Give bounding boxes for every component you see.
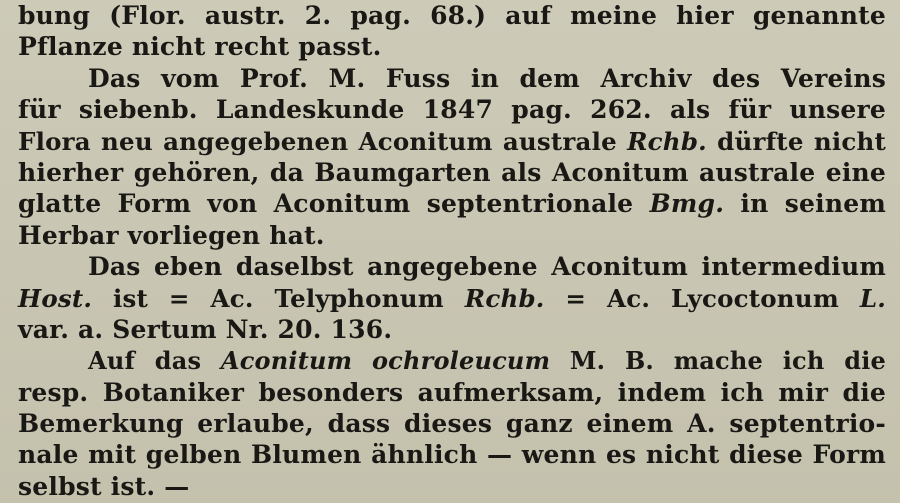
paragraph [18, 251, 886, 345]
text-segment: var. a. Sertum Nr. 20. 136. [18, 314, 393, 344]
italic-segment: Bmg. [649, 189, 725, 219]
text-segment: = Ac. Lycoctonum [544, 283, 860, 313]
paragraph [18, 63, 886, 251]
text-line [18, 283, 886, 314]
text-line [18, 63, 886, 94]
italic-segment: Rchb. [464, 283, 545, 313]
text-line [18, 471, 886, 502]
text-segment: Bemerkung erlaube, dass dieses ganz einem A. septentrio- [18, 409, 886, 439]
text-line [18, 31, 886, 62]
text-segment: Das eben daselbst angegebene Aconitum intermedium [88, 252, 886, 282]
text-segment: resp. Botaniker besonders aufmerksam, indem ich mir die [18, 377, 886, 407]
text-segment: glatte Form von Aconitum septentrionale [18, 189, 650, 219]
text-line [18, 220, 886, 251]
italic-segment: Host. [18, 283, 93, 313]
text-line [18, 345, 886, 376]
text-line [18, 188, 886, 219]
text-line [18, 377, 886, 408]
italic-segment: Aconitum ochroleucum [220, 346, 551, 376]
text-line [18, 94, 886, 125]
text-line [18, 126, 886, 157]
text-segment: bung (Flor. austr. 2. pag. 68.) auf meine hier genannte [18, 1, 886, 30]
text-line [18, 314, 886, 345]
text-segment: M. B. mache ich die [550, 346, 886, 376]
text-segment: Pflanze nicht recht passt. [18, 32, 382, 62]
italic-segment: L. [859, 283, 886, 313]
text-segment: hierher gehören, da Baumgarten als Aconitum australe eine [18, 157, 886, 187]
italic-segment: Rchb. [627, 126, 707, 156]
text-segment: in seinem [724, 189, 886, 219]
text-segment: ist = Ac. Telyphonum [92, 283, 465, 313]
document-text-block [18, 0, 886, 502]
text-segment: dürfte nicht [706, 126, 886, 156]
text-line [18, 0, 886, 31]
text-line [18, 408, 886, 439]
paragraph [18, 0, 886, 63]
text-segment: nale mit gelben Blumen ähnlich — wenn es nicht diese Form [18, 440, 886, 470]
text-segment: Flora neu angegebenen Aconitum australe [18, 126, 628, 156]
text-segment: Das vom Prof. M. Fuss in dem Archiv des Vereins [88, 63, 886, 93]
paragraph [18, 345, 886, 502]
text-segment: Auf das [88, 346, 221, 376]
text-segment: für siebenb. Landeskunde 1847 pag. 262. als für unsere [18, 95, 886, 125]
text-line [18, 251, 886, 282]
text-segment: Herbar vorliegen hat. [18, 220, 325, 250]
text-line [18, 157, 886, 188]
text-segment: selbst ist. — [18, 471, 190, 501]
text-line [18, 439, 886, 470]
